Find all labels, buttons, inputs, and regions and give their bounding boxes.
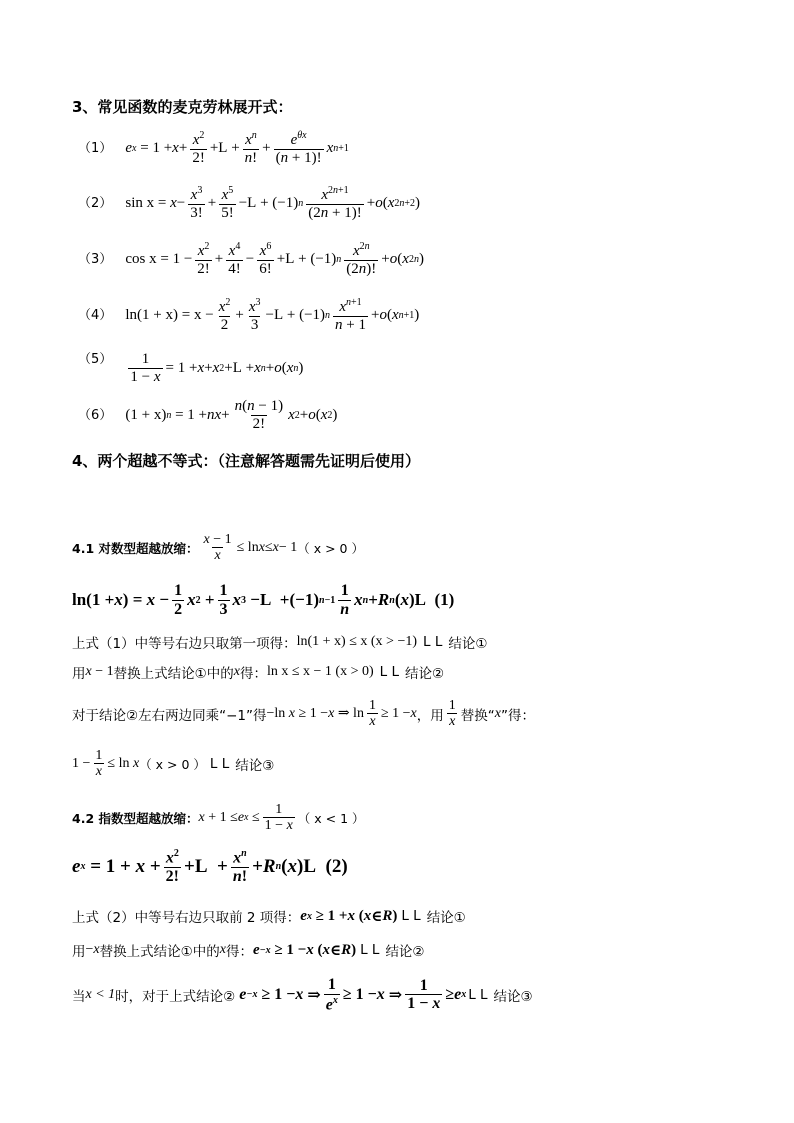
ellipsis: L — [194, 855, 208, 877]
formula-lhs: cos x = 1 − — [125, 250, 193, 267]
expansion-4: （4） ln(1 + x) = x − $\frac{x^2}{2}$ + $x^3$ 3 − L + (−1) n $x^{n+1}$ n + 1 + o ( x n+1 ) — [78, 297, 420, 333]
ellipsis: L — [232, 359, 242, 376]
s41-line1-formula: ln(1 + x) ≤ x (x > −1) — [296, 634, 418, 649]
s41-line1-text: 上式（1）中等号右边只取第一项得： — [72, 636, 297, 652]
s42-line2-get: 得： — [225, 944, 253, 960]
exp-series-2: e x = 1 + x + $x^2$ 2! + L + $x^n$ n! + R n ( x ) L (2) — [72, 848, 348, 885]
conclusion-label: 结论② — [405, 666, 445, 682]
s42-line2-mid: 替换上式结论①中的 — [99, 944, 220, 960]
s41-line4-condition: （ x > 0 ） — [139, 756, 206, 772]
s41-line2-formula: ln x ≤ x − 1 (x > 0) — [266, 664, 374, 679]
s41-line2-pre: 用 — [72, 666, 86, 682]
section-4-title: 4、两个超越不等式：（注意解答题需先证明后使用） — [72, 452, 420, 470]
item-number: （3） — [78, 251, 113, 267]
s41-line-1 — [72, 632, 487, 652]
conclusion-label: 结论① — [448, 636, 488, 652]
s41-line-2: 用 x − 1 替换上式结论①中的 x 得： ln x ≤ x − 1 (x > 0) L L 结论② — [72, 664, 445, 682]
s42-line-2: 用 − x 替换上式结论①中的 x 得： e −x ≥ 1 − x ( x ∈ R ) L L 结论② — [72, 941, 425, 960]
ellipsis: L — [247, 194, 257, 211]
formula-lhs: sin x = — [125, 194, 167, 211]
formula-lhs: 1 — [141, 351, 150, 367]
ellipsis: L — [259, 590, 272, 610]
s41-heading-row: 4.1 对数型超越放缩： x − 1 x ≤ ln x ≤ x − 1 （ x > 0 ） — [72, 532, 364, 564]
ellipsis: L — [218, 139, 228, 156]
s41-line3-pre: 对于结论②左右两边同乘“−1”得 — [72, 707, 267, 724]
s41-line2-mid: 替换上式结论①中的 — [113, 666, 234, 682]
s42-heading-row: 4.2 指数型超越放缩： x + 1 ≤ e x ≤ 1 1 − x （ x < 1 ） — [72, 802, 365, 834]
ellipsis: L L — [379, 664, 399, 680]
s41-line-3: 对于结论②左右两边同乘“−1”得 −ln x ≥ 1 − x ⇒ ln 1 x ≥ 1 − x ，用 1 x 替换“ x ”得： — [72, 698, 535, 730]
ellipsis: L L — [423, 634, 443, 650]
conclusion-label: 结论③ — [235, 757, 275, 774]
s42-heading: 4.2 指数型超越放缩： — [72, 810, 199, 826]
conclusion-label: 结论② — [385, 944, 425, 960]
ln-series-1: ln(1 + x ) = x − 1 2 x 2 + 1 3 x 3 − L +(−1) n−1 1 n x n + R n ( x ) L (1) — [72, 582, 455, 618]
s41-line-4: 1 − 1 x ≤ ln x （ x > 0 ） L L 结论③ — [72, 748, 275, 780]
item-number: （4） — [78, 307, 113, 323]
s42-line-1: 上式（2）中等号右边只取前 2 项得： e x ≥ 1 + x ( x ∈ R ) L L 结论① — [72, 907, 466, 926]
formula-lhs: (1 + x) — [125, 406, 167, 423]
conclusion-label: 结论③ — [493, 988, 533, 1005]
formula-lhs: ln(1 + x) = x − — [125, 306, 214, 323]
s42-line1-text: 上式（2）中等号右边只取前 2 项得： — [72, 910, 301, 926]
section-3-title: 3、常见函数的麦克劳林展开式： — [72, 98, 293, 116]
s42-line3-condition: x < 1 — [85, 986, 116, 1002]
conclusion-label: 结论① — [426, 910, 466, 926]
s42-line3-mid: 时，对于上式结论② — [115, 988, 236, 1005]
s41-line3-mid: ，用 — [416, 707, 444, 724]
ellipsis: L L — [468, 986, 488, 1003]
ellipsis: L L — [209, 755, 230, 772]
ellipsis: L — [303, 855, 316, 877]
formula-lhs: e — [125, 139, 133, 156]
expansion-2: （2） sin x = x − $x^3$ 3! + $x^5$ 5! − L + (−1) n $x^{2n+1}$ (2n + 1)! + o ( x 2n+2 ) — [78, 185, 420, 221]
item-number: （6） — [78, 407, 113, 423]
s42-line3-pre: 当 — [72, 988, 86, 1005]
item-number: （5） — [78, 352, 113, 367]
s41-line3-mid2: 替换“ — [460, 707, 495, 724]
s42-line2-pre: 用 — [72, 944, 86, 960]
expansion-6: （6） (1 + x) n = 1 + nx + n(n − 1) 2! x 2 + o ( x 2 ) — [78, 398, 338, 432]
ellipsis: L L — [360, 942, 380, 958]
expansion-3: （3） cos x = 1 − $\frac{x^2}{2!}$ + $x^4$ 4! − $x^6$ 6! + L + (−1) n $x^{2n}$ (2n)! + o ( x 2n ) — [78, 241, 424, 277]
s42-line-3: 当 x < 1 时，对于上式结论② e −x ≥ 1 − x ⇒ 1 $e^x$ ≥ 1 − x ⇒ 1 1 − x ≥ e x L L 结论③ — [72, 976, 533, 1013]
ellipsis: L L — [401, 908, 421, 924]
item-number: （1） — [78, 140, 113, 156]
s42-condition: （ x < 1 ） — [297, 810, 365, 826]
item-number: （2） — [78, 195, 113, 211]
s41-condition: （ x > 0 ） — [297, 540, 364, 556]
expansion-5: （5） 1 1 − x = 1 + x + x 2 + L + x n + o ( x n ) — [78, 351, 304, 385]
s41-heading: 4.1 对数型超越放缩： — [72, 540, 199, 556]
ellipsis: L — [285, 250, 295, 267]
s41-line3-end: ”得： — [500, 707, 535, 724]
ellipsis: L — [414, 590, 427, 610]
expansion-1: （1） e x = 1 + x + $x^2$ 2! + L + $x^n$ n! + $e^{\theta x}$ (n + 1)! x n+1 — [78, 130, 349, 166]
ellipsis: L — [273, 306, 284, 323]
s41-line2-get: 得： — [239, 666, 267, 682]
